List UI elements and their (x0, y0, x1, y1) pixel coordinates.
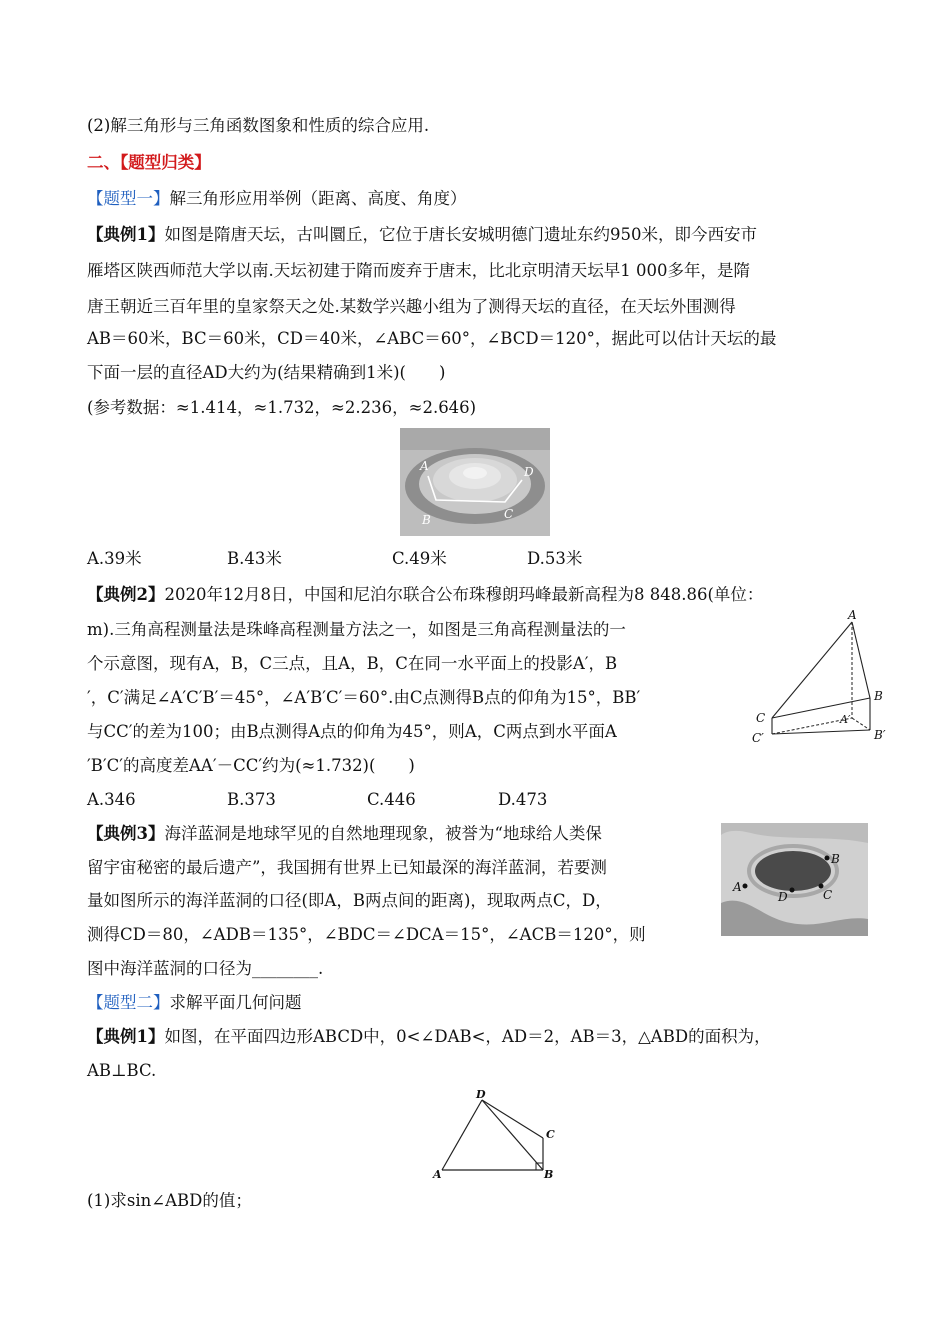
fig2-label-a: A (848, 608, 857, 622)
ex1-tag: 【典例1】 (87, 225, 165, 244)
ex4-tag: 【典例1】 (87, 1027, 165, 1046)
ex4-line-2: AB⊥BC. (87, 1061, 157, 1080)
ex3-line-5: 图中海洋蓝洞的口径为________. (87, 959, 324, 978)
fig4-label-c: C (546, 1128, 555, 1141)
fig3-label-b: B (831, 852, 840, 866)
ex1-line-2: 雁塔区陕西师范大学以南.天坛初建于隋而废弃于唐末，比北京明清天坛早1 000多年，是隋 (87, 261, 750, 280)
type2-title: 求解平面几何问题 (169, 993, 302, 1012)
ex3-line-3: 量如图所示的海洋蓝洞的口径(即A，B两点间的距离)，现取两点C，D， (87, 891, 612, 910)
fig3-label-a: A (733, 880, 742, 894)
ex1-line-1 (87, 224, 757, 246)
fig4-label-b: B (544, 1168, 554, 1181)
ex2-line-6: ′B′C′的高度差AA′－CC′约为(≈1.732)( ) (87, 756, 415, 775)
fig4-label-a: A (433, 1168, 442, 1181)
fig2-label-a-prime: A′ (840, 713, 851, 726)
ex2-line-3: 个示意图，现有A，B，C三点，且A，B，C在同一水平面上的投影A′，B (87, 654, 618, 673)
fig4-label-d: D (476, 1088, 486, 1101)
fig2-label-c-prime: C′ (752, 731, 764, 745)
ex2-line-5: 与CC′的差为100；由B点测得A点的仰角为45°，则A，C两点到水平面A (87, 722, 617, 741)
ex2-option-a: A.346 (87, 790, 136, 809)
fig2-label-b-prime: B′ (874, 728, 886, 742)
ex3-line-1 (87, 823, 602, 845)
tiantan-label-b: B (422, 513, 431, 527)
intro-line: (2)解三角形与三角函数图象和性质的综合应用. (87, 116, 430, 135)
tiantan-label-a: A (420, 459, 429, 473)
type2-heading (87, 992, 302, 1014)
ex1-option-a: A.39米 (87, 549, 142, 568)
type1-title: 解三角形应用举例（距离、高度、角度） (169, 189, 467, 208)
ex1-line-3: 唐王朝近三百年里的皇家祭天之处.某数学兴趣小组为了测得天坛的直径，在天坛外围测得 (87, 297, 736, 316)
type1-tag: 【题型一】 (87, 189, 170, 208)
ex2-line-4: ′，C′满足∠A′C′B′＝45°，∠A′B′C′＝60°.由C点测得B点的仰角为15°，BB′ (87, 688, 641, 707)
quadrilateral-figure (430, 1086, 560, 1182)
type2-tag: 【题型二】 (87, 993, 170, 1012)
ex2-line-1 (87, 584, 763, 606)
ex1-line-6: (参考数据：≈1.414，≈1.732，≈2.236，≈2.646) (87, 398, 477, 417)
ex2-tag: 【典例2】 (87, 585, 165, 604)
ex4-text: 如图，在平面四边形ABCD中，0<∠DAB<，AD＝2，AB＝3，△ABD的面积为， (164, 1027, 771, 1046)
ex1-line-5: 下面一层的直径AD大约为(结果精确到1米)( ) (87, 363, 446, 382)
ex1-option-c: C.49米 (392, 549, 447, 568)
fig2-label-b: B (874, 689, 883, 703)
ex2-option-d: D.473 (498, 790, 548, 809)
fig2-label-c: C (756, 711, 766, 725)
ex1-option-d: D.53米 (527, 549, 583, 568)
ex1-option-b: B.43米 (227, 549, 282, 568)
ex1-line-4: AB＝60米，BC＝60米，CD＝40米，∠ABC＝60°，∠BCD＝120°，据此可以估计天坛的最 (87, 329, 777, 348)
ex3-text: 海洋蓝洞是地球罕见的自然地理现象，被誉为“地球给人类保 (164, 824, 602, 843)
ex2-option-c: C.446 (367, 790, 416, 809)
ex3-tag: 【典例3】 (87, 824, 165, 843)
ex2-text: 2020年12月8日，中国和尼泊尔联合公布珠穆朗玛峰最新高程为8 848.86(单位： (164, 585, 764, 604)
fig3-label-d: D (778, 890, 788, 904)
blue-hole-photo (721, 823, 868, 936)
ex4-question-1: (1)求sin∠ABD的值； (87, 1191, 252, 1210)
section-heading (87, 152, 211, 174)
section-number: 二、 (87, 153, 120, 172)
ex3-line-2: 留宇宙秘密的最后遗产”，我国拥有世界上已知最深的海洋蓝洞，若要测 (87, 858, 607, 877)
tiantan-label-c: C (504, 507, 514, 521)
tiantan-label-d: D (524, 465, 534, 479)
triangle-height-figure (748, 606, 900, 748)
ex2-option-b: B.373 (227, 790, 276, 809)
fig3-label-c: C (823, 888, 833, 902)
ex4-line-1 (87, 1026, 771, 1048)
ex1-text: 如图是隋唐天坛，古叫圜丘，它位于唐长安城明德门遗址东约950米，即今西安市 (164, 225, 757, 244)
ex3-line-4: 测得CD＝80，∠ADB＝135°，∠BDC＝∠DCA＝15°，∠ACB＝120°，则 (87, 925, 646, 944)
ex2-line-2: m).三角高程测量法是珠峰高程测量方法之一，如图是三角高程测量法的一 (87, 620, 626, 639)
tiantan-photo (400, 428, 550, 536)
type1-heading (87, 188, 467, 210)
section-title: 【题型归类】 (120, 153, 211, 172)
